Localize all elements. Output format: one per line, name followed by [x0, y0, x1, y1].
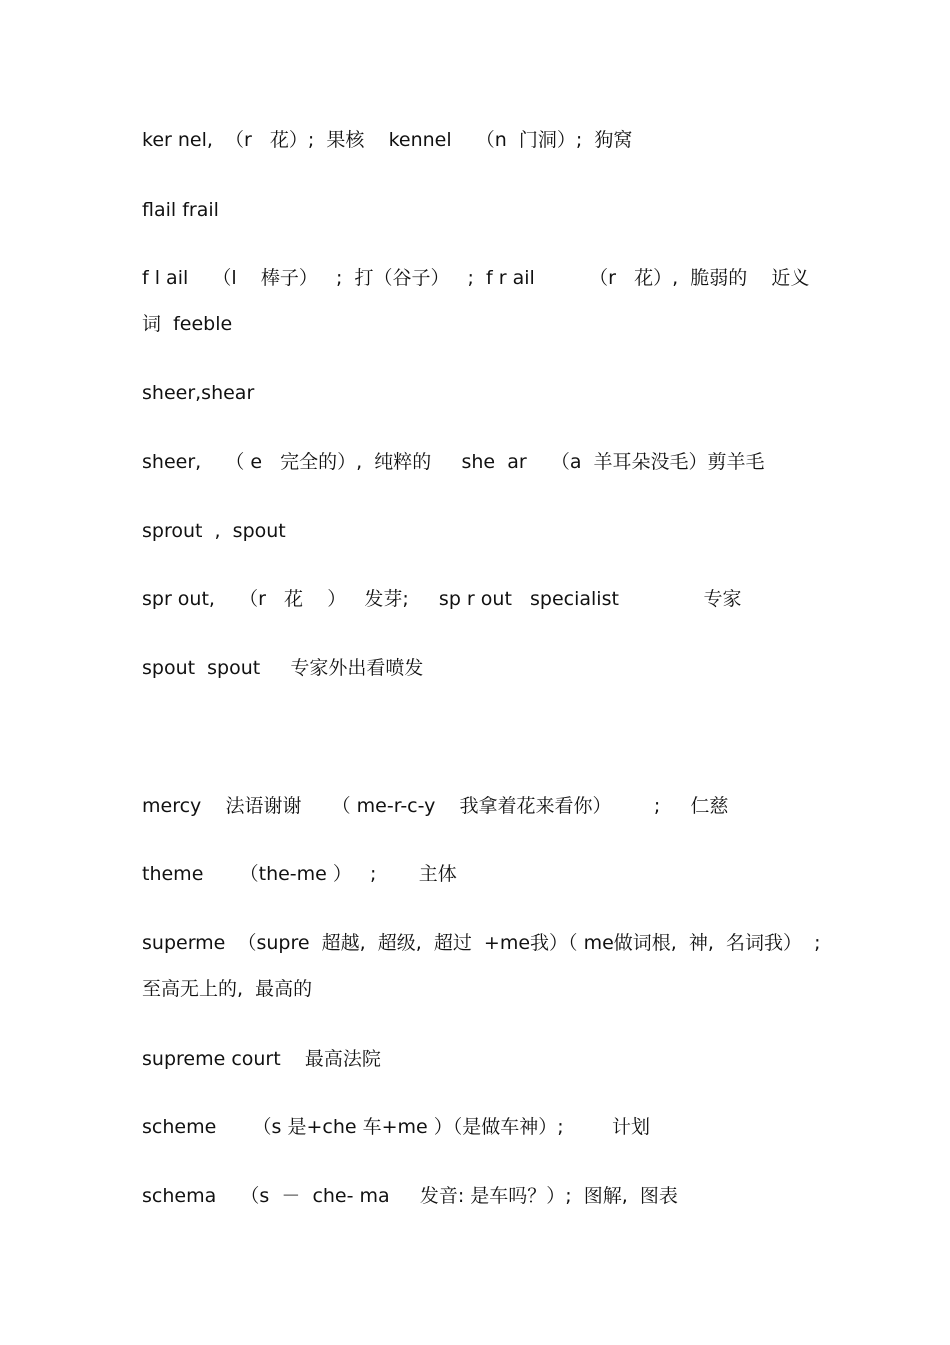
- text-line: sheer, （ e 完全的）, 纯粹的 she ar （a 羊耳朵没毛）剪羊毛: [142, 451, 765, 473]
- text-line: scheme （s 是+che 车+me ）（是做车神）; 计划: [142, 1116, 650, 1138]
- text-line: ker nel, （r 花）; 果核 kennel （n 门洞）; 狗窝: [142, 129, 633, 151]
- text-line: superme （supre 超越, 超级, 超过 +me我）（ me做词根, 神, 名词我） ; 至高无上的, 最高的: [142, 932, 833, 1000]
- text-line: sprout , spout: [142, 520, 286, 542]
- text-line: f l ail （l 棒子） ; 打（谷子） ; f r ail （r 花）, 脆弱的 近义词 feeble: [142, 267, 810, 335]
- text-line: flail frail: [142, 199, 219, 221]
- text-line: sheer,shear: [142, 382, 255, 404]
- text-line: theme （the-me ） ; 主体: [142, 863, 457, 885]
- text-line: schema （s － che- ma 发音: 是车吗？）; 图解, 图表: [142, 1185, 678, 1207]
- text-line: spr out, （r 花 ） 发芽; sp r out specialist 专家: [142, 588, 742, 610]
- text-line: mercy 法语谢谢 （ me-r-c-y 我拿着花来看你） ; 仁慈: [142, 795, 729, 817]
- text-line: spout spout 专家外出看喷发: [142, 657, 424, 679]
- text-line: supreme court 最高法院: [142, 1048, 381, 1070]
